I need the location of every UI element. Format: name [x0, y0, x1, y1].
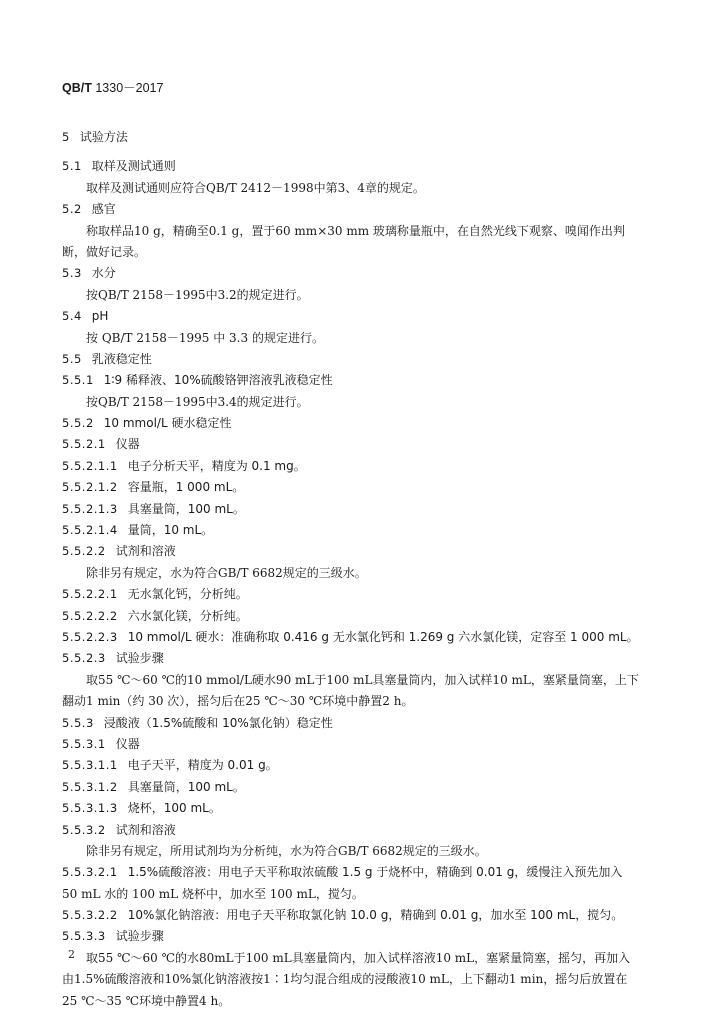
section-heading: [62, 648, 642, 669]
section-number: 5.5.2.1: [62, 437, 106, 452]
paragraph-line: 除非另有规定，水为符合GB/T 6682规定的三级水。: [86, 565, 367, 580]
section-heading: [62, 263, 642, 284]
section-title: 电子天平，精度为 0.01 g。: [127, 758, 278, 773]
section-heading: [62, 798, 642, 819]
section-number: 5.5: [62, 351, 82, 366]
section-heading: [62, 584, 642, 605]
section-heading: [62, 456, 642, 477]
section-heading: [62, 199, 642, 220]
section-heading: [62, 777, 642, 798]
section-title: 具塞量筒，100 mL。: [127, 779, 245, 794]
paragraph-line: 称取样品10 g，精确至0.1 g，置于60 mm×30 mm 玻璃称量瓶中，在自然光线下观察、嗅闻作出判: [86, 223, 625, 238]
section-number: 5.5.2.1.3: [62, 501, 118, 516]
section-number: 5.5.3.2: [62, 822, 106, 837]
section-heading: [62, 862, 642, 883]
section-number: 5.3: [62, 266, 82, 281]
section-heading: [62, 477, 642, 498]
page-number: 2: [68, 948, 75, 961]
section-title: 试剂和溶液: [115, 822, 176, 837]
section-heading: [62, 127, 642, 148]
document-body: [62, 127, 642, 1012]
section-title: 10 mmol/L 硬水稳定性: [103, 416, 232, 431]
section-title: 试验步骤: [115, 651, 164, 666]
section-number: 5.5.2.2.1: [62, 587, 118, 602]
section-number: 5.5.3.2.2: [62, 908, 118, 923]
section-number: 5.5.1: [62, 373, 94, 388]
section-title: 1∶9 稀释液、10%硫酸铬钾溶液乳液稳定性: [103, 373, 333, 388]
section-heading: [62, 606, 642, 627]
paragraph-line: 按 QB/T 2158－1995 中 3.3 的规定进行。: [86, 330, 324, 345]
section-number: 5.5.3.1.1: [62, 758, 118, 773]
section-number: 5.5.2.1.2: [62, 480, 118, 495]
section-heading: [62, 713, 642, 734]
section-number: 5.2: [62, 202, 82, 217]
paragraph-continuation: 由1.5%硫酸溶液和10%氯化钠溶液按1∶1均匀混合组成的浸酸液10 mL，上下翻动1 min，摇匀后放置在: [62, 972, 628, 987]
section-title: 感官: [91, 202, 116, 217]
section-number: 5.5.3: [62, 715, 94, 730]
paragraph-continuation: 断，做好记录。: [62, 244, 147, 259]
section-heading: [62, 926, 642, 947]
section-heading: [62, 627, 642, 648]
section-number: 5.5.3.2.1: [62, 865, 118, 880]
section-number: 5.5.3.1: [62, 736, 106, 751]
section-title: 试剂和溶液: [115, 544, 176, 559]
section-heading: [62, 306, 642, 327]
section-heading: [62, 541, 642, 562]
section-number: 5.1: [62, 159, 82, 174]
standard-number: 1330－2017: [95, 81, 164, 95]
paragraph-line: 除非另有规定，所用试剂均为分析纯，水为符合GB/T 6682规定的三级水。: [86, 843, 487, 858]
section-heading: [62, 755, 642, 776]
section-heading: [62, 520, 642, 541]
section-title: 10 mmol/L 硬水：准确称取 0.416 g 无水氯化钙和 1.269 g 六水氯化镁，定容至 1 000 mL。: [127, 629, 639, 644]
section-title: 水分: [91, 266, 116, 281]
paragraph-line: 按QB/T 2158－1995中3.2的规定进行。: [86, 287, 309, 302]
paragraph-continuation: 25 ℃～35 ℃环境中静置4 h。: [62, 993, 231, 1008]
section-heading: [62, 499, 642, 520]
paragraph-continuation: 翻动1 min（约 30 次），摇匀后在25 ℃～30 ℃环境中静置2 h。: [62, 694, 414, 709]
section-heading: [62, 156, 642, 177]
paragraph-line: 取55 ℃～60 ℃的10 mmol/L硬水90 mL于100 mL具塞量筒内，加入试样10 mL，塞紧量筒塞，上下: [86, 672, 639, 687]
section-heading: [62, 434, 642, 455]
section-title: 1.5%硫酸溶液：用电子天平称取浓硫酸 1.5 g 于烧杯中，精确到 0.01 g，缓慢注入预先加入: [127, 865, 623, 880]
paragraph-line: 取样及测试通则应符合QB/T 2412－1998中第3、4章的规定。: [86, 180, 425, 195]
paragraph-line: 按QB/T 2158－1995中3.4的规定进行。: [86, 394, 309, 409]
section-title: 六水氯化镁，分析纯。: [127, 608, 248, 623]
section-title: pH: [91, 309, 109, 324]
section-number: 5: [62, 130, 70, 144]
section-number: 5.5.2: [62, 416, 94, 431]
section-title: 取样及测试通则: [91, 159, 176, 174]
section-number: 5.5.3.1.3: [62, 801, 118, 816]
section-title: 浸酸液（1.5%硫酸和 10%氯化钠）稳定性: [103, 715, 333, 730]
paragraph-continuation: 50 mL 水的 100 mL 烧杯中，加水至 100 mL，搅匀。: [62, 886, 364, 901]
section-heading: [62, 905, 642, 926]
section-number: 5.5.2.1.4: [62, 523, 118, 538]
section-number: 5.5.2.2: [62, 544, 106, 559]
section-number: 5.5.3.1.2: [62, 779, 118, 794]
section-title: 10%氯化钠溶液：用电子天平称取氯化钠 10.0 g，精确到 0.01 g，加水至 100 mL，搅匀。: [127, 908, 624, 923]
paragraph-line: 取55 ℃～60 ℃的水80mL于100 mL具塞量筒内，加入试样溶液10 mL，塞紧量筒塞，摇匀，再加入: [86, 950, 631, 965]
section-title: 试验步骤: [115, 929, 164, 944]
standard-header: [62, 78, 163, 96]
section-title: 具塞量筒，100 mL。: [127, 501, 245, 516]
section-heading: [62, 413, 642, 434]
section-title: 无水氯化钙，分析纯。: [127, 587, 248, 602]
section-number: 5.5.2.3: [62, 651, 106, 666]
section-heading: [62, 820, 642, 841]
section-title: 烧杯，100 mL。: [127, 801, 221, 816]
section-heading: [62, 370, 642, 391]
section-number: 5.4: [62, 309, 82, 324]
section-title: 乳液稳定性: [91, 351, 152, 366]
standard-code: QB/T: [62, 81, 92, 95]
section-title: 电子分析天平，精度为 0.1 mg。: [127, 458, 306, 473]
section-number: 5.5.2.2.3: [62, 629, 118, 644]
section-title: 仪器: [115, 437, 140, 452]
section-heading: [62, 349, 642, 370]
section-title: 仪器: [115, 736, 140, 751]
section-heading: [62, 734, 642, 755]
section-number: 5.5.3.3: [62, 929, 106, 944]
section-title: 容量瓶，1 000 mL。: [127, 480, 245, 495]
section-number: 5.5.2.1.1: [62, 458, 118, 473]
section-title: 量筒，10 mL。: [127, 523, 214, 538]
section-number: 5.5.2.2.2: [62, 608, 118, 623]
section-title: 试验方法: [79, 130, 128, 144]
